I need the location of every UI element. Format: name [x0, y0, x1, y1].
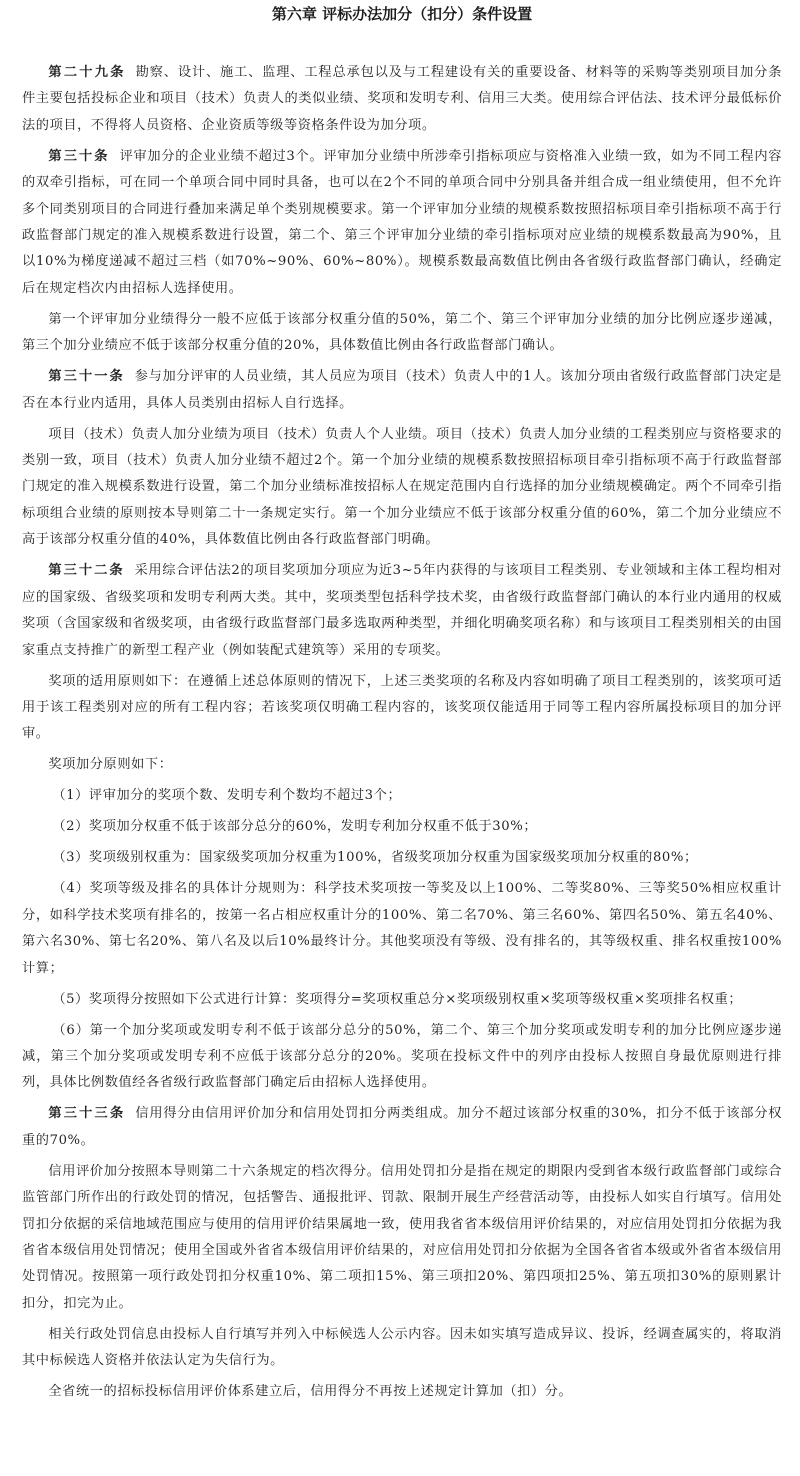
paragraph-text: 奖项加分原则如下：: [48, 757, 173, 773]
paragraph-text: 奖项的适用原则如下：在遵循上述总体原则的情况下，上述三类奖项的名称及内容如明确了项目工程类别的，该奖项可适用于该工程类别对应的所有工程内容；若该奖项仅明确工程内容的，该奖项仅能适用于同等工程内容所属投标项目的加分评审。: [22, 673, 782, 742]
list-item: [22, 1018, 782, 1097]
paragraph-text: 信用评价加分按照本导则第二十六条规定的档次得分。信用处罚扣分是指在规定的期限内受到省本级行政监督部门或综合监管部门所作出的行政处罚的情况，包括警告、通报批评、罚款、限制开展生产经营活动等，由投标人如实自行填写。信用处罚扣分依据的采信地域范围应与使用的信用评价结果属地一致，使用我省省本级信用评价结果的，对应信用处罚扣分依据为我省省本级信用处罚情况；使用全国或外省省本级信用评价结果的，对应信用处罚扣分依据为全国各省省本级或外省省本级信用处罚情况。按照第一项行政处罚扣分权重10%、第二项扣15%、第三项扣20%、第四项扣25%、第五项扣30%的原则累计扣分，扣完为止。: [22, 1163, 782, 1311]
paragraph-text: （5）奖项得分按照如下公式进行计算：奖项得分=奖项权重总分×奖项级别权重×奖项等级权重×奖项排名权重；: [52, 991, 743, 1007]
article-paragraph: [22, 60, 782, 139]
article-number: 第三十三条: [48, 1106, 126, 1122]
paragraph: [22, 669, 782, 748]
paragraph-text: 全省统一的招标投标信用评价体系建立后，信用得分不再按上述规定计算加（扣）分。: [48, 1384, 573, 1400]
article-paragraph: [22, 144, 782, 302]
paragraph: [22, 1322, 782, 1375]
paragraph: [22, 1159, 782, 1317]
paragraph-text: 信用得分由信用评价加分和信用处罚扣分两类组成。加分不超过该部分权重的30%，扣分不低于该部分权重的70%。: [22, 1106, 782, 1148]
list-item: [22, 845, 782, 871]
list-item: [22, 987, 782, 1013]
paragraph: [22, 422, 782, 554]
article-number: 第二十九条: [48, 65, 126, 80]
article-number: 第三十一条: [48, 369, 125, 385]
paragraph-text: （6）第一个加分奖项或发明专利不低于该部分总分的50%，第二个、第三个加分奖项或发明专利的加分比例应逐步递减，第三个加分奖项或发明专利不应低于该部分总分的20%。奖项在投标文件中的列序由投标人按照自身最优原则进行排列，具体比例数值经各省级行政监督部门确定后由招标人选择使用。: [22, 1022, 782, 1091]
paragraph-text: 相关行政处罚信息由投标人自行填写并列入中标候选人公示内容。因未如实填写造成异议、投诉，经调查属实的，将取消其中标候选人资格并依法认定为失信行为。: [22, 1326, 782, 1369]
paragraph-text: 第一个评审加分业绩得分一般不应低于该部分权重分值的50%，第二个、第三个评审加分业绩的加分比例应逐步递减，第三个加分业绩应不低于该部分权重分值的20%，具体数值比例由各行政监督部门确认。: [22, 311, 782, 354]
paragraph: [22, 307, 782, 360]
article-paragraph: [22, 1101, 782, 1154]
article-paragraph: [22, 558, 782, 664]
article-number: 第三十二条: [48, 563, 125, 579]
paragraph-text: 采用综合评估法2的项目奖项加分项应为近3~5年内获得的与该项目工程类别、专业领域和主体工程均相对应的国家级、省级奖项和发明专利两大类。其中，奖项类型包括科学技术奖，由省级行政监督部门确认的本行业内通用的权威奖项（含国家级和省级奖项，由省级行政监督部门最多选取两种类型，并细化明确奖项名称）和与该项目工程类别相关的由国家重点支持推广的新型工程产业（例如装配式建筑等）采用的专项奖。: [22, 563, 782, 658]
list-item: [22, 814, 782, 840]
paragraph-text: 勘察、设计、施工、监理、工程总承包以及与工程建设有关的重要设备、材料等的采购等类别项目加分条件主要包括投标企业和项目（技术）负责人的类似业绩、奖项和发明专利、信用三大类。使用综合评估法、技术评分最低标价法的项目，不得将人员资格、企业资质等级等资格条件设为加分项。: [22, 65, 782, 133]
chapter-title: 第六章 评标办法加分（扣分）条件设置: [271, 5, 533, 23]
paragraph-text: （4）奖项等级及排名的具体计分规则为：科学技术奖项按一等奖及以上100%、二等奖80%、三等奖50%相应权重计分，如科学技术奖项有排名的，按第一名占相应权重计分的100%、第二名70%、第三名60%、第四名50%、第五名40%、第六名30%、第七名20%、第八名及以后10%最终计分。其他奖项没有等级、没有排名的，其等级权重、排名权重按100%计算；: [22, 881, 782, 976]
paragraph: [22, 1379, 782, 1405]
paragraph-text: 项目（技术）负责人加分业绩为项目（技术）负责人个人业绩。项目（技术）负责人加分业绩的工程类别应与资格要求的类别一致，项目（技术）负责人加分业绩不超过2个。第一个加分业绩的规模系数按照招标项目牵引指标项不高于行政监督部门规定的准入规模系数进行设置，第二个加分业绩标准按招标人在规定范围内自行选择的加分业绩规模确定。两个不同牵引指标项组合业绩的原则按本导则第二十一条规定实行。第一个加分业绩应不低于该部分权重分值的60%，第二个加分业绩应不高于该部分权重分值的40%，具体数值比例由各行政监督部门明确。: [22, 426, 782, 548]
article-number: 第三十条: [48, 148, 110, 164]
paragraph-text: 参与加分评审的人员业绩，其人员应为项目（技术）负责人中的1人。该加分项由省级行政监督部门决定是否在本行业内适用，具体人员类别由招标人自行选择。: [22, 369, 782, 411]
paragraph-text: 评审加分的企业业绩不超过3个。评审加分业绩中所涉牵引指标项应与资格准入业绩一致，如为不同工程内容的双牵引指标，可在同一个单项合同中同时具备，也可以在2个不同的单项合同中分别具备并组合成一组业绩使用，但不允许多个同类别项目的合同进行叠加来满足单个类别规模要求。第一个评审加分业绩的规模系数按照招标项目牵引指标项不高于行政监督部门规定的准入规模系数进行设置，第二个、第三个评审加分业绩的牵引指标项对应业绩的规模系数最高为90%，且以10%为梯度递减不超过三档（如70%~90%、60%~80%）。规模系数最高数值比例由各省级行政监督部门确认，经确定后在规定档次内由招标人选择使用。: [22, 148, 783, 296]
list-item: [22, 783, 782, 809]
paragraph-text: （3）奖项级别权重为：国家级奖项加分权重为100%，省级奖项加分权重为国家级奖项加分权重的80%；: [52, 850, 698, 866]
paragraph-text: （2）奖项加分权重不低于该部分总分的60%，发明专利加分权重不低于30%；: [52, 819, 538, 835]
paragraph-text: （1）评审加分的奖项个数、发明专利个数均不超过3个；: [52, 788, 402, 804]
list-item: [22, 876, 782, 982]
article-paragraph: [22, 364, 782, 417]
document-body: [22, 60, 782, 1406]
paragraph: [22, 752, 782, 778]
